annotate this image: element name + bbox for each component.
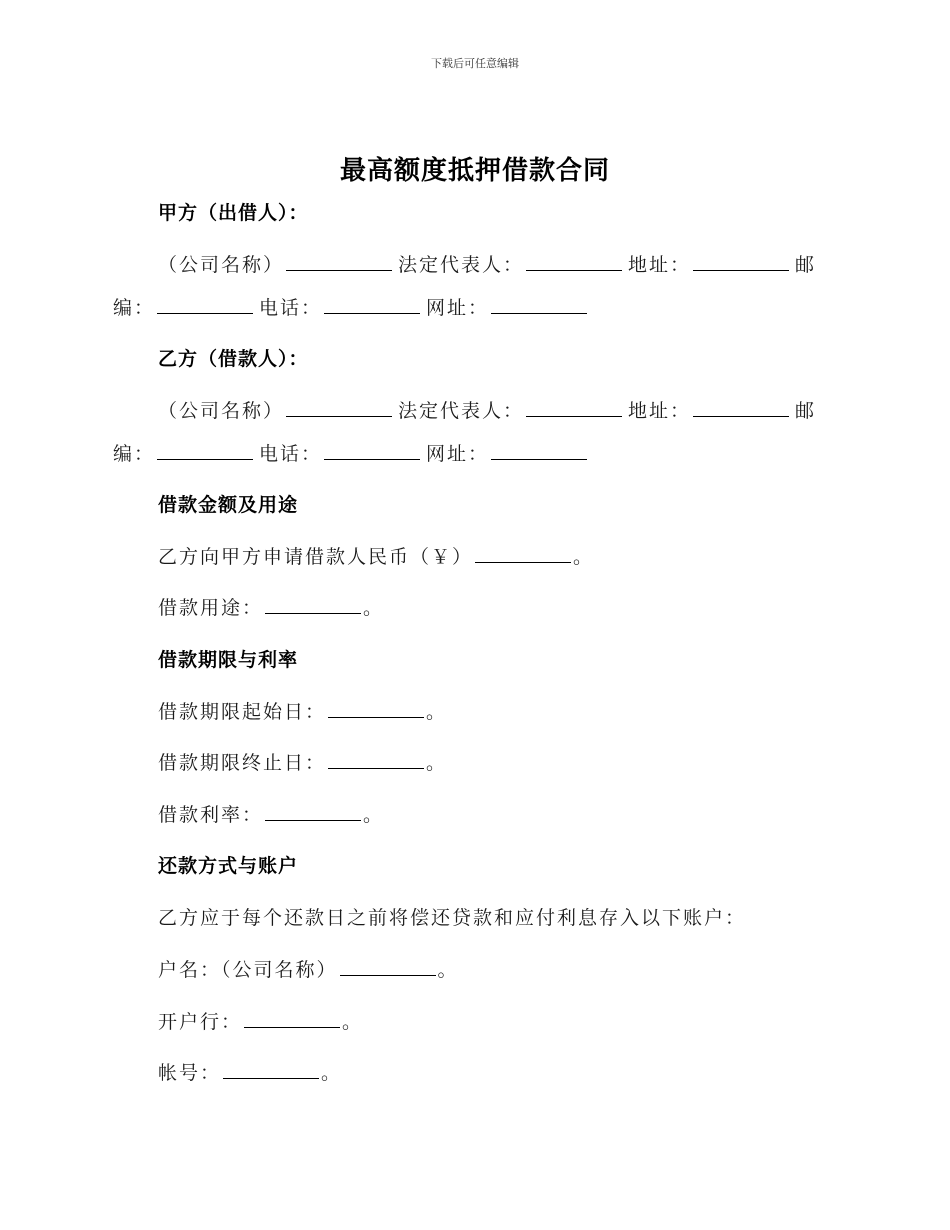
party-b-postcode-blank[interactable] bbox=[157, 440, 253, 460]
party-a-company-label: （公司名称） bbox=[158, 254, 285, 276]
account-no-line bbox=[158, 1058, 342, 1085]
account-no-blank[interactable] bbox=[223, 1059, 319, 1079]
party-a-address-label: 地址： bbox=[628, 254, 692, 276]
party-b-address-blank[interactable] bbox=[693, 397, 789, 417]
party-a-company-blank[interactable] bbox=[286, 251, 392, 271]
account-no-label: 帐号： bbox=[158, 1062, 222, 1084]
party-a-phone-blank[interactable] bbox=[324, 294, 420, 314]
account-name-line bbox=[158, 955, 459, 982]
loan-end-line bbox=[158, 748, 447, 775]
repayment-intro: 乙方应于每个还款日之前将偿还贷款和应付利息存入以下账户： bbox=[158, 907, 747, 929]
party-b-address-label: 地址： bbox=[628, 400, 692, 422]
party-a-rep-blank[interactable] bbox=[526, 251, 622, 271]
party-b-website-blank[interactable] bbox=[491, 440, 587, 460]
account-no-period: 。 bbox=[321, 1062, 343, 1084]
party-b-heading: 乙方（借款人）： bbox=[158, 348, 309, 370]
loan-start-period: 。 bbox=[426, 701, 448, 723]
party-b-company-label: （公司名称） bbox=[158, 400, 285, 422]
party-b-company-blank[interactable] bbox=[286, 397, 392, 417]
party-b-phone-blank[interactable] bbox=[324, 440, 420, 460]
party-a-heading: 甲方（出借人）： bbox=[158, 202, 309, 224]
loan-end-label: 借款期限终止日： bbox=[158, 752, 327, 774]
repayment-heading: 还款方式与账户 bbox=[158, 855, 299, 877]
document-title: 最高额度抵押借款合同 bbox=[339, 156, 610, 186]
party-a-line-1 bbox=[158, 250, 816, 277]
party-a-website-blank[interactable] bbox=[491, 294, 587, 314]
bank-line bbox=[158, 1007, 363, 1034]
loan-amount-blank[interactable] bbox=[475, 543, 571, 563]
loan-start-line bbox=[158, 697, 447, 724]
bank-label: 开户行： bbox=[158, 1011, 243, 1033]
loan-purpose-label: 借款用途： bbox=[158, 597, 264, 619]
party-a-line-2 bbox=[113, 293, 593, 320]
loan-purpose-period: 。 bbox=[363, 597, 385, 619]
loan-purpose-line bbox=[158, 593, 384, 620]
party-b-line-1 bbox=[158, 396, 816, 423]
party-a-postcode-label-1: 邮 bbox=[795, 254, 817, 276]
bank-period: 。 bbox=[342, 1011, 364, 1033]
party-b-postcode-label-1: 邮 bbox=[795, 400, 817, 422]
loan-start-blank[interactable] bbox=[328, 698, 424, 718]
account-name-period: 。 bbox=[437, 959, 459, 981]
loan-rate-blank[interactable] bbox=[265, 801, 361, 821]
party-a-phone-label: 电话： bbox=[259, 297, 323, 319]
loan-end-blank[interactable] bbox=[328, 749, 424, 769]
loan-amount-heading: 借款金额及用途 bbox=[158, 494, 299, 516]
loan-rate-period: 。 bbox=[363, 804, 385, 826]
party-a-website-label: 网址： bbox=[426, 297, 490, 319]
account-name-label: 户名：（公司名称） bbox=[158, 959, 338, 981]
loan-amount-label: 乙方向甲方申请借款人民币（￥） bbox=[158, 546, 474, 568]
party-b-website-label: 网址： bbox=[426, 443, 490, 465]
loan-start-label: 借款期限起始日： bbox=[158, 701, 327, 723]
loan-amount-line bbox=[158, 542, 594, 569]
loan-rate-label: 借款利率： bbox=[158, 804, 264, 826]
loan-end-period: 。 bbox=[426, 752, 448, 774]
party-b-rep-label: 法定代表人： bbox=[398, 400, 525, 422]
loan-purpose-blank[interactable] bbox=[265, 594, 361, 614]
loan-amount-period: 。 bbox=[573, 546, 595, 568]
party-b-line-2 bbox=[113, 439, 593, 466]
party-a-rep-label: 法定代表人： bbox=[398, 254, 525, 276]
party-a-postcode-blank[interactable] bbox=[157, 294, 253, 314]
party-b-rep-blank[interactable] bbox=[526, 397, 622, 417]
header-note: 下载后可任意编辑 bbox=[431, 57, 519, 70]
loan-term-heading: 借款期限与利率 bbox=[158, 649, 299, 671]
party-a-address-blank[interactable] bbox=[693, 251, 789, 271]
bank-blank[interactable] bbox=[244, 1008, 340, 1028]
loan-rate-line bbox=[158, 800, 384, 827]
party-b-postcode-label-2: 编： bbox=[113, 443, 156, 465]
account-name-blank[interactable] bbox=[340, 956, 436, 976]
party-b-phone-label: 电话： bbox=[259, 443, 323, 465]
party-a-postcode-label-2: 编： bbox=[113, 297, 156, 319]
